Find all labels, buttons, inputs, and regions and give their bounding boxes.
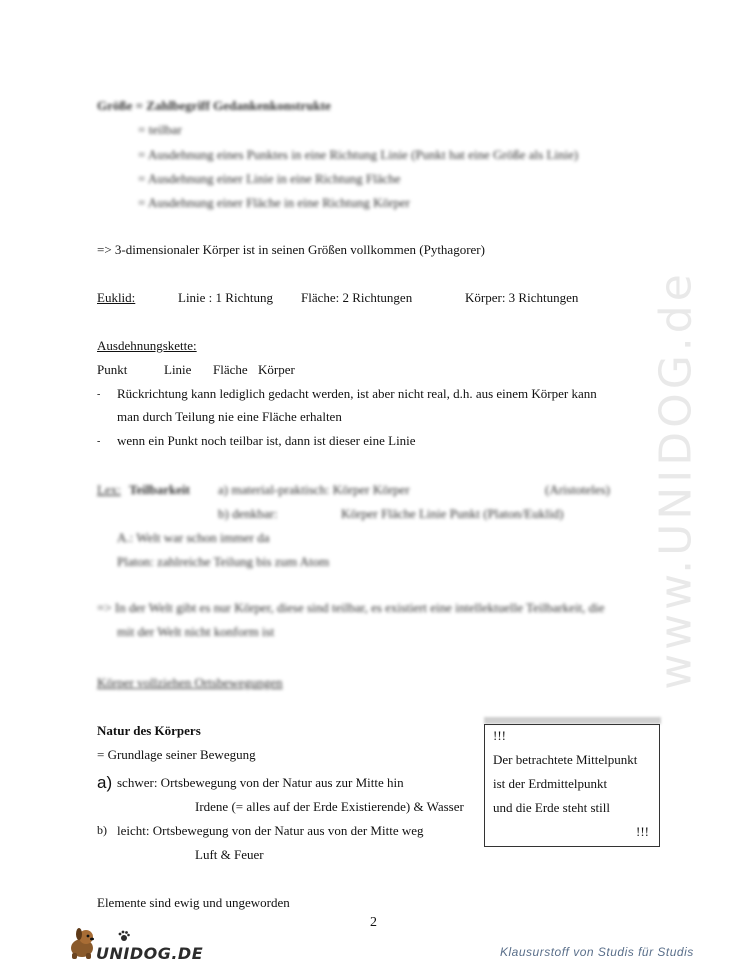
watermark-text: www.UNIDOG.de xyxy=(650,270,702,690)
natur-b-detail: Luft & Feuer xyxy=(195,847,264,862)
natur-b-text: leicht: Ortsbewegung von der Natur aus von der Mitte weg xyxy=(117,823,424,838)
blurred-line-2: = teilbar xyxy=(138,122,182,137)
natur-subtitle: = Grundlage seiner Bewegung xyxy=(97,747,256,762)
blurred-line-3: = Ausdehnung eines Punktes in eine Richtung Linie (Punkt hat eine Größe als Linie) xyxy=(138,147,579,162)
note-line-2: ist der Erdmittelpunkt xyxy=(493,776,608,791)
blurred-mid-line-5: => In der Welt gibt es nur Körper, diese sind teilbar, es existiert eine intellektuelle Teilbarkeit, die xyxy=(97,600,605,615)
kette-item-flaeche: Fläche xyxy=(213,362,248,377)
bullet-1-line-1: Rückrichtung kann lediglich gedacht werden, ist aber nicht real, d.h. aus einem Körper kann xyxy=(117,386,597,401)
natur-conclusion: Elemente sind ewig und ungeworden xyxy=(97,895,290,910)
kette-heading: Ausdehnungskette: xyxy=(97,338,197,353)
natur-a-text: schwer: Ortsbewegung von der Natur aus zur Mitte hin xyxy=(117,775,404,790)
natur-a-detail: Irdene (= alles auf der Erde Existierende) & Wasser xyxy=(195,799,464,814)
bullet-1-line-2: man durch Teilung nie eine Fläche erhalten xyxy=(117,409,342,424)
euklid-label: Euklid: xyxy=(97,290,136,305)
pythagorer-statement: => 3-dimensionaler Körper ist in seinen Größen vollkommen (Pythagorer) xyxy=(97,242,485,257)
kette-item-punkt: Punkt xyxy=(97,362,128,377)
note-mark-bottom: !!! xyxy=(636,824,649,839)
bullet-2: wenn ein Punkt noch teilbar ist, dann ist dieser eine Linie xyxy=(117,433,416,448)
kette-item-koerper: Körper xyxy=(258,362,295,377)
note-mark-top: !!! xyxy=(493,728,506,743)
kette-item-linie: Linie xyxy=(164,362,192,377)
paw-icon xyxy=(118,930,130,942)
note-line-3: und die Erde steht still xyxy=(493,800,610,815)
footer-brand: UNIDOG.DE xyxy=(96,944,204,963)
blurred-mid-line-4: Platon: zahlreiche Teilung bis zum Atom xyxy=(117,554,330,569)
natur-heading: Natur des Körpers xyxy=(97,723,201,738)
natur-b-marker: b) xyxy=(97,823,107,837)
euklid-koerper: Körper: 3 Richtungen xyxy=(465,290,579,305)
natur-a-marker: a) xyxy=(97,773,113,792)
note-box xyxy=(484,724,660,847)
blurred-line-1: Größe = Zahlbegriff Gedankenkonstrukte xyxy=(97,98,331,113)
bullet-marker-2: - xyxy=(97,436,101,447)
blurred-mid-aristoteles: (Aristoteles) xyxy=(545,482,610,497)
bullet-marker-1: - xyxy=(97,389,101,400)
blurred-mid-line-3: A.: Welt war schon immer da xyxy=(117,530,270,545)
page-number: 2 xyxy=(370,915,377,930)
blurred-mid-line-6: mit der Welt nicht konform ist xyxy=(117,624,275,639)
euklid-linie: Linie : 1 Richtung xyxy=(178,290,273,305)
footer-slogan: Klausurstoff von Studis für Studis xyxy=(500,945,694,959)
dog-logo-icon xyxy=(66,926,98,960)
blurred-line-4: = Ausdehnung einer Linie in eine Richtung Fläche xyxy=(138,171,401,186)
blurred-mid-lex: Lex: xyxy=(97,482,121,497)
blurred-mid-heading: Körper vollziehen Ortsbewegungen xyxy=(97,675,283,690)
blurred-mid-line-1: a) material-praktisch: Körper Körper xyxy=(218,482,410,497)
note-box-shadow xyxy=(484,717,661,724)
blurred-mid-denkbar: b) denkbar: xyxy=(218,506,278,521)
blurred-mid-teilbarkeit: Teilbarkeit xyxy=(129,482,190,497)
euklid-flaeche: Fläche: 2 Richtungen xyxy=(301,290,413,305)
blurred-line-5: = Ausdehnung einer Fläche in eine Richtung Körper xyxy=(138,195,410,210)
note-line-1: Der betrachtete Mittelpunkt xyxy=(493,752,638,767)
blurred-mid-line-2: Körper Fläche Linie Punkt (Platon/Euklid) xyxy=(341,506,564,521)
